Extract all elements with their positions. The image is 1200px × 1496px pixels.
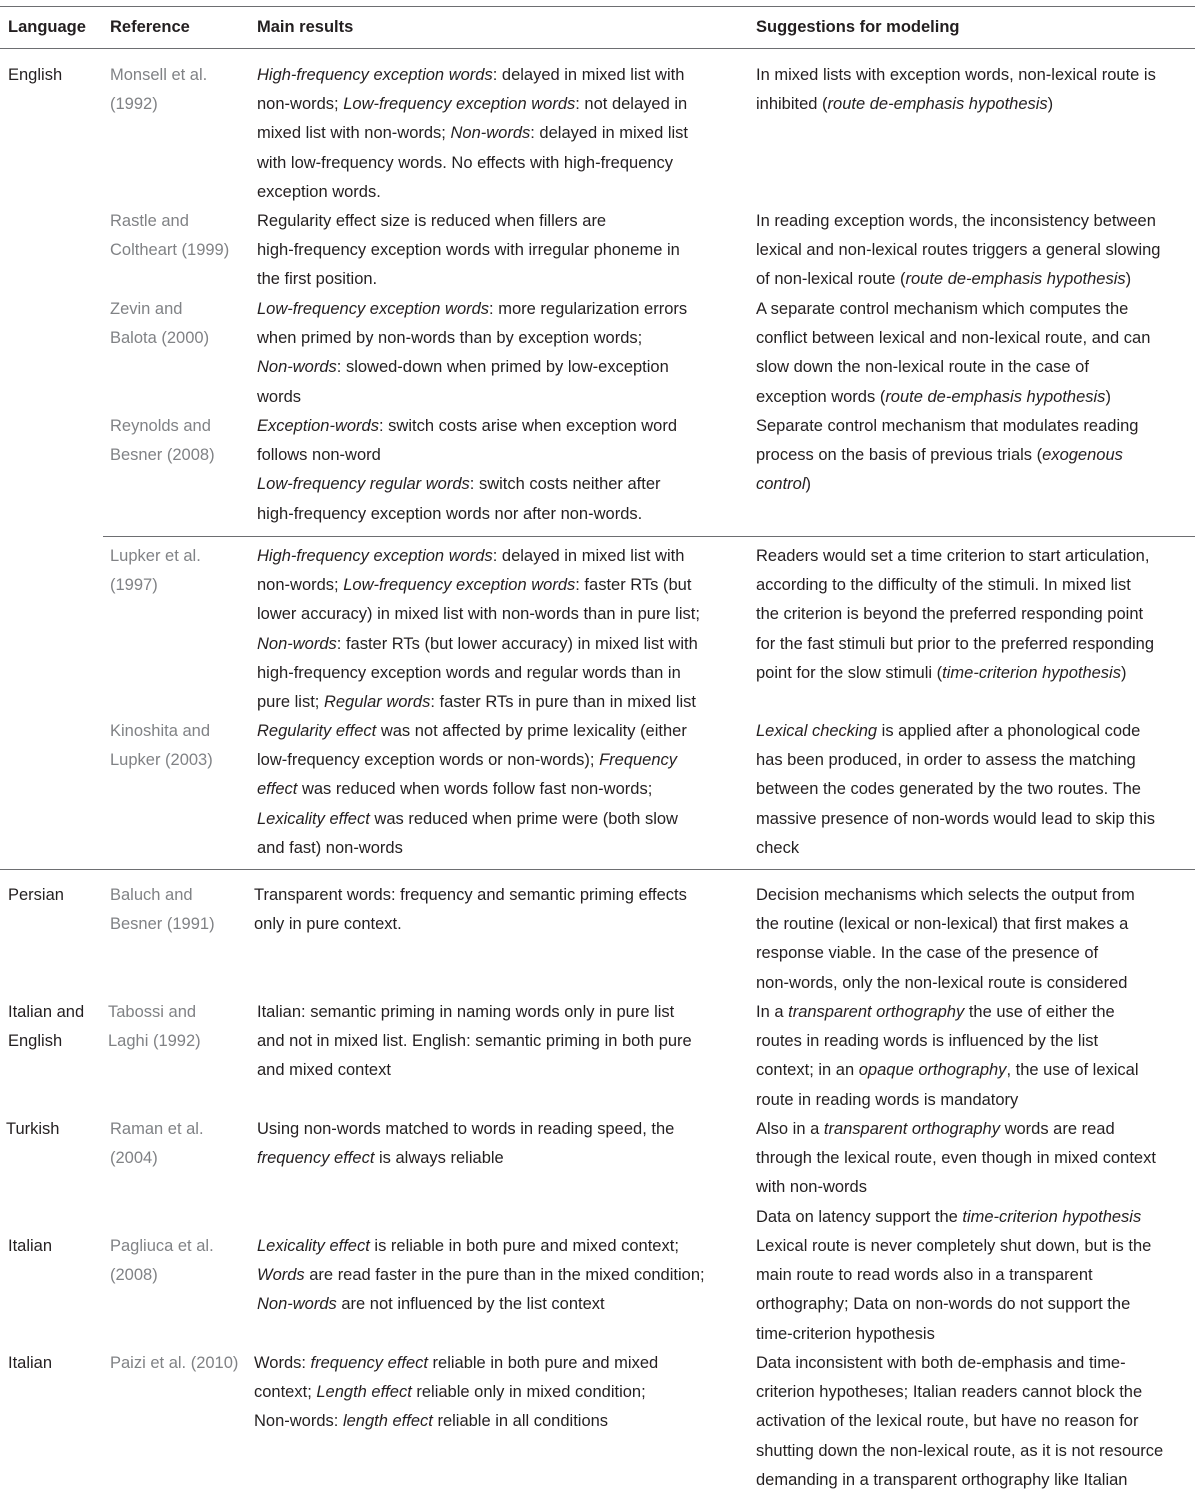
text-segment: routes in reading words is influenced by the list [756,1032,1099,1051]
suggestions-cell [756,881,1135,998]
language-cell [8,998,84,1056]
reference-cell [110,881,215,939]
group-rule-english-lupker [103,536,1195,537]
text-segment: was reduced when prime were (both slow [369,809,678,828]
text-segment: exception words ( [756,387,886,406]
text-segment: Regularity effect size is reduced when fillers are [257,212,607,230]
text-segment: check [756,838,800,857]
cell-line [756,295,1150,324]
cell-line [756,1407,1163,1436]
cell-line [756,1144,1156,1173]
text-segment: reliable only in mixed condition; [411,1383,646,1402]
italic-term: route de-emphasis hypothesis [827,95,1048,114]
text-segment: are read faster in the pure than in the mixed condition; [304,1266,705,1285]
cell-line [257,1027,692,1056]
italic-term: transparent orthography [823,1120,1000,1138]
italic-term: Regularity effect [257,722,377,740]
main-results-cell [257,542,700,717]
cell-line [257,1115,674,1144]
cell-line: Zevin and [110,300,183,318]
cell-line [756,1056,1139,1085]
cell-line [756,630,1154,659]
cell-line: Coltheart (1999) [110,241,230,260]
header-reference: Reference [110,18,190,36]
text-segment: conflict between lexical and non-lexical route, and can [756,329,1151,348]
cell-line [257,775,687,804]
text-segment: : not delayed in [575,95,688,114]
cell-line [756,1261,1151,1290]
text-segment: non-words, only the non-lexical route is considered [756,973,1128,992]
italic-term: Lexicality effect [257,1237,370,1255]
cell-line: English [8,66,63,84]
cell-line: Italian [8,1354,53,1372]
main-results-cell [257,998,692,1086]
text-segment: reliable in all conditions [432,1412,609,1431]
text-segment: response viable. In the case of the presence of [756,944,1099,963]
text-segment: Decision mechanisms which selects the output from [756,886,1135,904]
italic-term: frequency effect [257,1149,375,1168]
cell-line [257,717,687,746]
cell-line [756,1115,1156,1144]
italic-term: frequency effect [310,1354,428,1372]
cell-line [756,207,1160,236]
italic-term: Non-words [257,358,337,377]
cell-line [257,324,687,353]
cell-line [257,1144,674,1173]
main-results-cell [257,717,687,863]
text-segment: is applied after a phonological code [877,722,1141,740]
cell-line: Lupker et al. [110,547,201,565]
text-segment: Data on latency support the [756,1207,963,1226]
cell-line: Kinoshita and [110,722,210,740]
reference-cell [110,717,213,775]
italic-term: High-frequency exception words [257,66,493,84]
header-main-results: Main results [257,18,354,36]
cell-line: Besner (1991) [110,915,215,934]
italic-term: Low-frequency regular words [257,475,470,494]
text-segment: was not affected by prime lexicality (either [376,722,687,740]
text-segment: between the codes generated by the two routes. The [756,780,1141,799]
cell-line: (1992) [110,95,158,114]
cell-line: Raman et al. [110,1120,204,1138]
cell-line: Paizi et al. (2010) [110,1354,239,1372]
cell-line [756,1173,1156,1202]
text-segment: exception words. [257,182,381,201]
italic-term: Low-frequency exception words [343,95,576,114]
cell-line [257,207,680,236]
cell-line [257,688,700,717]
reference-cell [110,1115,204,1173]
text-segment: non-words; [257,95,344,114]
reference-cell [108,998,201,1056]
cell-line [756,1437,1163,1466]
cell-line [756,998,1139,1027]
main-results-cell [257,207,680,295]
cell-line [756,353,1150,382]
cell-line [756,571,1154,600]
text-segment: high-frequency exception words nor after non-words. [257,504,643,523]
text-segment: through the lexical route, even though in mixed context [756,1149,1156,1168]
cell-line: Reynolds and [110,417,211,435]
text-segment: activation of the lexical route, but have no reason for [756,1412,1139,1431]
text-segment: point for the slow stimuli ( [756,663,943,682]
suggestions-cell [756,1349,1163,1495]
text-segment: and fast) non-words [257,838,403,857]
cell-line [254,881,687,910]
cell-line: Baluch and [110,886,193,904]
cell-line [756,1290,1151,1319]
suggestions-cell [756,61,1156,119]
cell-line [257,542,700,571]
main-results-cell [254,881,687,939]
text-segment: the use of either the [964,1003,1115,1021]
text-segment: non-words; [257,576,344,595]
text-segment: , the use of lexical [1006,1061,1139,1080]
text-segment: ) [1105,387,1111,406]
text-segment: ) [805,475,812,494]
header-language: Language [8,18,86,36]
cell-line [257,470,677,499]
language-cell [8,61,62,90]
cell-line [257,998,692,1027]
reference-cell [110,295,209,353]
italic-term: Low-frequency exception words [257,300,490,318]
text-segment: : faster RTs (but [575,576,692,595]
cell-line [257,630,700,659]
cell-line [756,90,1156,119]
cell-line [257,659,700,688]
suggestions-cell [756,1115,1156,1232]
cell-line [257,236,680,265]
reference-cell [110,542,201,600]
text-segment: mixed list with non-words; [257,124,451,143]
cell-line: English [8,1032,63,1051]
text-segment: ) [1120,663,1127,682]
italic-term: route de-emphasis hypothesis [905,270,1126,289]
text-segment: with low-frequency words. No effects with high-frequency [257,153,674,172]
cell-line [257,383,687,412]
cell-line [756,412,1138,441]
text-segment: : faster RTs in pure than in mixed list [430,693,696,712]
text-segment: high-frequency exception words and regular words than in [257,663,681,682]
cell-line: (1997) [110,576,158,595]
text-segment: for the fast stimuli but prior to the preferred responding [756,634,1155,653]
suggestions-cell [756,295,1150,412]
cell-line: Tabossi and [108,1003,197,1021]
cell-line [756,1232,1151,1261]
text-segment: : faster RTs (but lower accuracy) in mixed list with [336,634,698,653]
cell-line [257,834,687,863]
suggestions-cell [756,542,1154,688]
suggestions-cell [756,1232,1151,1349]
top-rule [0,6,1195,7]
italic-term: Lexicality effect [257,809,370,828]
italic-term: Non-words [257,1295,337,1314]
text-segment: the first position. [257,270,378,289]
text-segment: is reliable in both pure and mixed context; [369,1237,679,1255]
text-segment: Transparent words: frequency and semantic priming effects [254,886,687,904]
cell-line [756,881,1135,910]
cell-line: Pagliuca et al. [110,1237,214,1255]
text-segment: ) [1047,95,1054,114]
reference-cell [110,412,215,470]
main-results-cell [257,61,688,207]
main-results-cell [257,412,677,529]
italic-term: Frequency [599,751,678,770]
language-cell [8,1232,52,1261]
italic-term: opaque orthography [858,1061,1007,1080]
cell-line [756,265,1160,294]
group-rule-english-end [0,869,1195,870]
text-segment: low-frequency exception words or non-words); [257,751,600,770]
cell-line [756,910,1135,939]
text-segment: demanding in a transparent orthography like Italian [756,1470,1128,1489]
reference-cell [110,1349,238,1378]
cell-line [254,1407,658,1436]
italic-term: Non-words [450,124,531,143]
cell-line: Besner (2008) [110,446,215,465]
text-segment: : switch costs arise when exception word [378,417,678,435]
cell-line: Italian and [8,1003,85,1021]
cell-line [257,61,688,90]
cell-line: Rastle and [110,212,189,230]
text-segment: and mixed context [257,1061,391,1080]
cell-line [756,441,1138,470]
suggestions-cell [756,412,1138,500]
cell-line [257,500,677,529]
cell-line [756,969,1135,998]
text-segment: reliable in both pure and mixed [427,1354,659,1372]
text-segment: : switch costs neither after [469,475,661,494]
text-segment: is always reliable [374,1149,504,1168]
main-results-cell [257,1115,674,1173]
cell-line [756,834,1155,863]
text-segment: ) [1125,270,1132,289]
cell-line [257,119,688,148]
language-cell [8,881,64,910]
italic-term: Low-frequency exception words [343,576,576,595]
cell-line [257,1290,705,1319]
cell-line [756,324,1150,353]
text-segment: Lexical route is never completely shut down, but is the [756,1237,1152,1255]
text-segment: In mixed lists with exception words, non-lexical route is [756,66,1156,84]
cell-line: (2004) [110,1149,158,1168]
text-segment: was reduced when words follow fast non-words; [297,780,653,799]
italic-term: route de-emphasis hypothesis [885,387,1106,406]
cell-line [756,542,1154,571]
cell-line [257,353,687,382]
text-segment: Non-words: [254,1412,343,1431]
italic-term: Exception-words [257,417,379,435]
text-segment: : delayed in mixed list with [492,547,685,565]
cell-line [756,1466,1163,1495]
language-cell [8,1349,52,1378]
cell-line [254,1378,658,1407]
cell-line: Italian [8,1237,53,1255]
text-segment: A separate control mechanism which computes the [756,300,1129,318]
italic-term: time-criterion hypothesis [962,1207,1142,1226]
text-segment: process on the basis of previous trials ( [756,446,1043,465]
main-results-cell [254,1349,658,1437]
text-segment: pure list; [257,693,324,712]
suggestions-cell [756,207,1160,295]
reference-cell [110,1232,214,1290]
text-segment: the routine (lexical or non-lexical) that first makes a [756,915,1129,934]
italic-term: effect [257,780,298,799]
cell-line [756,746,1155,775]
header-rule [0,48,1195,49]
text-segment: with non-words [756,1178,867,1197]
cell-line [756,1086,1139,1115]
text-segment: In reading exception words, the inconsistency between [756,212,1156,230]
text-segment: the criterion is beyond the preferred responding point [756,605,1144,624]
cell-line [756,775,1155,804]
cell-line [257,412,677,441]
cell-line [756,1378,1163,1407]
cell-line [756,61,1156,90]
cell-line [257,441,677,470]
text-segment: lower accuracy) in mixed list with non-words than in pure list; [257,605,700,624]
cell-line [257,1261,705,1290]
cell-line: Persian [8,886,64,904]
text-segment: Using non-words matched to words in reading speed, the [257,1120,675,1138]
text-segment: Readers would set a time criterion to start articulation, [756,547,1150,565]
text-segment: orthography; Data on non-words do not support the [756,1295,1131,1314]
cell-line: Lupker (2003) [110,751,213,770]
text-segment: : delayed in mixed list with [492,66,685,84]
text-segment: criterion hypotheses; Italian readers cannot block the [756,1383,1143,1402]
text-segment: high-frequency exception words with irregular phoneme in [257,241,680,260]
cell-line [756,383,1150,412]
main-results-cell [257,295,687,412]
cell-line: Balota (2000) [110,329,210,348]
italic-term: control [756,475,806,494]
cell-line: Turkish [6,1120,60,1138]
cell-line [254,910,687,939]
cell-line [257,571,700,600]
cell-line: Monsell et al. [110,66,208,84]
text-segment: : delayed in mixed list [530,124,689,143]
text-segment: time-criterion hypothesis [756,1324,935,1343]
header-suggestions: Suggestions for modeling [756,18,960,36]
cell-line [756,1320,1151,1349]
text-segment: route in reading words is mandatory [756,1090,1019,1109]
italic-term: Regular words [323,693,431,712]
text-segment: according to the difficulty of the stimuli. In mixed list [756,576,1131,595]
cell-line [257,600,700,629]
cell-line: Laghi (1992) [108,1032,201,1051]
cell-line [257,746,687,775]
italic-term: exogenous [1042,446,1123,465]
text-segment: inhibited ( [756,95,828,114]
reference-cell [110,207,229,265]
italic-term: Words [257,1266,305,1285]
cell-line [257,178,688,207]
language-cell [6,1115,59,1144]
text-segment: massive presence of non-words would lead to skip this [756,809,1155,828]
italic-term: Lexical checking [756,722,878,740]
text-segment: shutting down the non-lexical route, as it is not resource [756,1441,1164,1460]
suggestions-cell [756,998,1139,1115]
text-segment: context; [254,1383,317,1402]
cell-line [257,149,688,178]
text-segment: and not in mixed list. English: semantic priming in both pure [257,1032,692,1051]
cell-line: (2008) [110,1266,158,1285]
text-segment: Also in a [756,1120,824,1138]
italic-term: Length effect [316,1383,412,1402]
text-segment: Separate control mechanism that modulates reading [756,417,1139,435]
text-segment: In a [756,1003,789,1021]
text-segment: words are read [1000,1120,1115,1138]
cell-line [756,805,1155,834]
main-results-cell [257,1232,705,1320]
text-segment: are not influenced by the list context [336,1295,605,1314]
italic-term: transparent orthography [788,1003,965,1021]
text-segment: words [257,387,302,406]
cell-line [756,1349,1163,1378]
text-segment: Words: [254,1354,311,1372]
text-segment: only in pure context. [254,915,402,934]
text-segment: context; in an [756,1061,859,1080]
text-segment: lexical and non-lexical routes triggers a general slowing [756,241,1161,260]
italic-term: time-criterion hypothesis [942,663,1121,682]
italic-term: Non-words [257,634,337,653]
cell-line [756,600,1154,629]
cell-line [254,1349,658,1378]
reference-cell [110,61,207,119]
text-segment: when primed by non-words than by exception words; [257,329,643,348]
italic-term: length effect [342,1412,433,1431]
text-segment: : slowed-down when primed by low-exception [336,358,669,377]
cell-line [756,717,1155,746]
cell-line [257,295,687,324]
cell-line [756,470,1138,499]
cell-line [257,1232,705,1261]
text-segment: main route to read words also in a transparent [756,1266,1093,1285]
text-segment: : more regularization errors [489,300,688,318]
text-segment: Data inconsistent with both de-emphasis and time- [756,1354,1126,1372]
cell-line [756,1203,1156,1232]
cell-line [756,1027,1139,1056]
text-segment: follows non-word [257,446,381,465]
cell-line [756,939,1135,968]
cell-line [257,265,680,294]
text-segment: has been produced, in order to assess the matching [756,751,1136,770]
suggestions-cell [756,717,1155,863]
cell-line [257,1056,692,1085]
italic-term: High-frequency exception words [257,547,493,565]
cell-line [257,805,687,834]
cell-line [756,659,1154,688]
text-segment: slow down the non-lexical route in the case of [756,358,1089,377]
text-segment: of non-lexical route ( [756,270,906,289]
cell-line [756,236,1160,265]
cell-line [257,90,688,119]
text-segment: Italian: semantic priming in naming words only in pure list [257,1003,675,1021]
